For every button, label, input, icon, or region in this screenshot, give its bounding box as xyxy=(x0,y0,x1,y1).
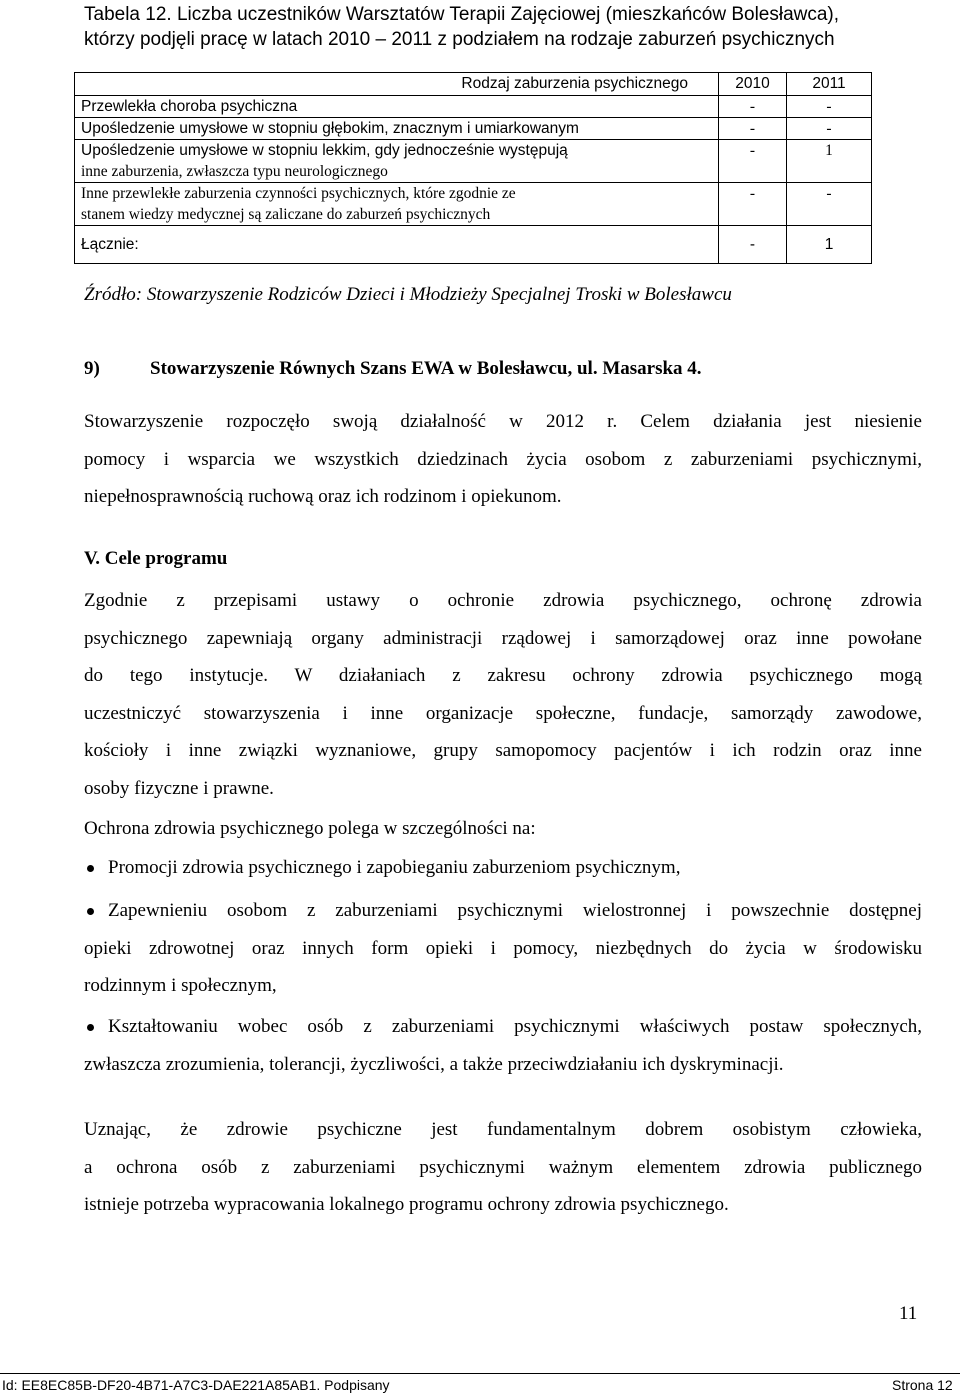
paragraph-association xyxy=(84,403,922,516)
total-label: Łącznie: xyxy=(75,226,719,264)
paragraph-line: Zgodnie z przepisami ustawy o ochronie zdrowia psychicznego, ochronę zdrowia xyxy=(84,590,922,611)
list-item xyxy=(84,1008,922,1083)
disorder-table xyxy=(74,72,872,264)
table-caption xyxy=(84,2,884,52)
paragraph-line: kościoły i inne związki wyznaniowe, grupy samopomocy pacjentów i ich rodzin oraz inne xyxy=(84,740,922,761)
row-2011: 1 xyxy=(787,140,872,183)
table-row xyxy=(75,183,872,226)
table-row xyxy=(75,140,872,183)
table-header-row xyxy=(75,73,872,96)
section-number: 9) xyxy=(84,358,100,379)
paragraph-line: psychicznego zapewniają organy administracji rządowej i samorządowej oraz inne powołane xyxy=(84,627,922,649)
table-row xyxy=(75,118,872,140)
row-2011: - xyxy=(787,183,872,226)
table-source: Źródło: Stowarzyszenie Rodziców Dzieci i Młodzieży Specjalnej Troski w Bolesławcu xyxy=(84,284,732,305)
chapter-heading: V. Cele programu xyxy=(84,548,228,569)
header-2011: 2011 xyxy=(787,73,872,96)
row-2010: - xyxy=(719,183,787,226)
paragraph-line: Uznając, że zdrowie psychiczne jest fundamentalnym dobrem osobistym człowieka, xyxy=(84,1119,922,1140)
paragraph-program-goals xyxy=(84,582,922,807)
bullet-icon xyxy=(87,908,94,915)
list-item-line: opieki zdrowotnej oraz innych form opieki i pomocy, niezbędnych do życia w środowisku xyxy=(84,937,922,959)
section-title: Stowarzyszenie Równych Szans EWA w Bolesławcu, ul. Masarska 4. xyxy=(150,358,702,379)
paragraph-line: uczestniczyć stowarzyszenia i inne organizacje społeczne, fundacje, samorządy zawodowe, xyxy=(84,702,922,724)
row-name xyxy=(75,140,719,183)
row-name-line-2: inne zaburzenia, zwłaszcza typu neurologicznego xyxy=(81,163,388,180)
row-2010: - xyxy=(719,96,787,118)
row-2011: - xyxy=(787,118,872,140)
list-item-line: Promocji zdrowia psychicznego i zapobieganiu zaburzeniom psychicznym, xyxy=(108,857,681,878)
row-name-line-1: Inne przewlekłe zaburzenia czynności psychicznych, które zgodnie ze xyxy=(81,185,516,202)
paragraph-line: Ochrona zdrowia psychicznego polega w szczególności na: xyxy=(84,818,536,839)
list-item xyxy=(84,892,922,1005)
bullet-icon xyxy=(87,865,94,872)
row-name: Upośledzenie umysłowe w stopniu głębokim, znacznym i umiarkowanym xyxy=(75,118,719,140)
list-item-line: zwłaszcza zrozumienia, tolerancji, życzliwości, a także przeciwdziałaniu ich dyskryminacji. xyxy=(84,1053,784,1075)
list-item xyxy=(84,849,922,887)
row-2010: - xyxy=(719,140,787,183)
footer-divider xyxy=(0,1373,960,1374)
caption-line-1: Tabela 12. Liczba uczestników Warsztatów Terapii Zajęciowej (mieszkańców Bolesławca), xyxy=(84,4,840,25)
paragraph-line: niepełnosprawnością ruchową oraz ich rodzinom i opiekunom. xyxy=(84,486,562,507)
header-disorder-type: Rodzaj zaburzenia psychicznego xyxy=(75,73,719,96)
table-total-row xyxy=(75,226,872,264)
footer-document-id: Id: EE8EC85B-DF20-4B71-A7C3-DAE221A85AB1. Podpisany xyxy=(2,1377,390,1393)
paragraph-line: pomocy i wsparcia we wszystkich dziedzinach życia osobom z zaburzeniami psychicznymi, xyxy=(84,448,922,470)
paragraph-line: do tego instytucje. W działaniach z zakresu ochrony zdrowia psychicznego mogą xyxy=(84,665,922,686)
row-2010: - xyxy=(719,118,787,140)
paragraph-conclusion xyxy=(84,1111,922,1224)
paragraph-list-intro xyxy=(84,810,922,848)
row-name-line-2: stanem wiedzy medycznej są zaliczane do zaburzeń psychicznych xyxy=(81,206,491,223)
total-2010: - xyxy=(719,226,787,264)
row-name: Przewlekła choroba psychiczna xyxy=(75,96,719,118)
list-item-line: Zapewnieniu osobom z zaburzeniami psychicznymi wielostronnej i powszechnie dostępnej xyxy=(108,900,922,921)
table-row xyxy=(75,96,872,118)
total-2011: 1 xyxy=(787,226,872,264)
paragraph-line: istnieje potrzeba wypracowania lokalnego programu ochrony zdrowia psychicznego. xyxy=(84,1194,729,1215)
header-2010: 2010 xyxy=(719,73,787,96)
section-heading xyxy=(84,358,702,380)
row-name-line-1: Upośledzenie umysłowe w stopniu lekkim, gdy jednocześnie występują xyxy=(81,142,568,159)
paragraph-line: a ochrona osób z zaburzeniami psychicznymi ważnym elementem zdrowia publicznego xyxy=(84,1156,922,1178)
bullet-icon xyxy=(87,1024,94,1031)
list-item-line: Kształtowaniu wobec osób z zaburzeniami psychicznymi właściwych postaw społecznych, xyxy=(108,1016,922,1037)
footer-page-label: Strona 12 xyxy=(892,1377,953,1393)
row-name xyxy=(75,183,719,226)
paragraph-line: Stowarzyszenie rozpoczęło swoją działalność w 2012 r. Celem działania jest niesienie xyxy=(84,411,922,432)
caption-line-2: którzy podjęli pracę w latach 2010 – 2011 z podziałem na rodzaje zaburzeń psychicznych xyxy=(84,29,835,50)
paragraph-line: osoby fizyczne i prawne. xyxy=(84,777,274,799)
row-2011: - xyxy=(787,96,872,118)
list-item-line: rodzinnym i społecznym, xyxy=(84,975,277,996)
page-number: 11 xyxy=(899,1303,918,1324)
